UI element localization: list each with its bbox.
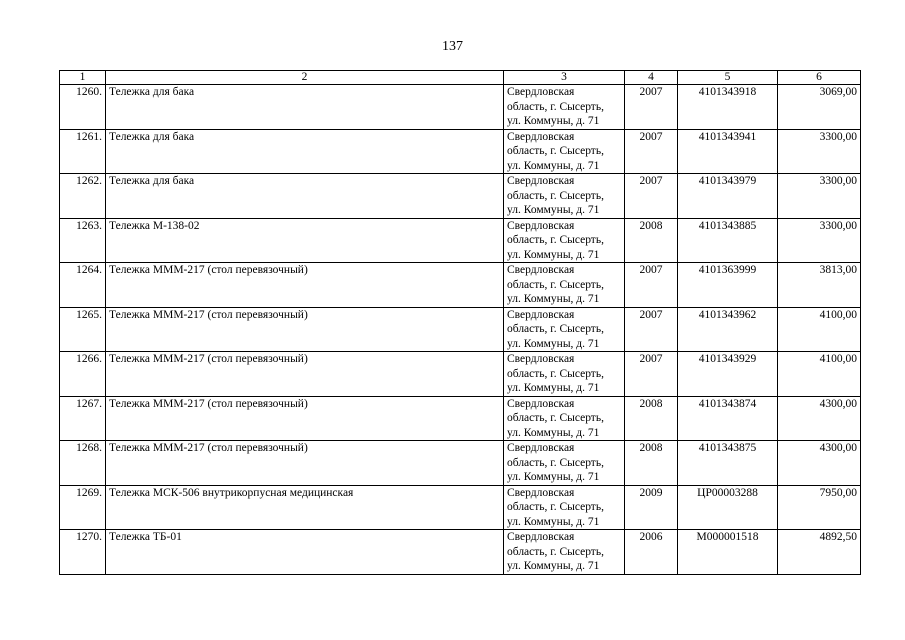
item-address-line: область, г. Сысерть,	[507, 278, 604, 291]
item-address-line: область, г. Сысерть,	[507, 145, 604, 157]
item-value-line: 3300,00	[819, 219, 857, 232]
item-year	[625, 485, 678, 530]
item-name-line: Тележка МММ-217 (стол перевязочный)	[109, 442, 308, 454]
inventory-number-line: 4101343874	[698, 397, 757, 410]
page-number: 137	[442, 39, 463, 54]
item-address-line: ул. Коммуны, д. 71	[507, 560, 600, 572]
inventory-number-line: 4101363999	[698, 264, 757, 276]
item-name-line: Тележка МММ-217 (стол перевязочный)	[109, 264, 308, 276]
item-value	[778, 218, 861, 263]
item-value-line: 3300,00	[819, 175, 857, 187]
item-address-line: Свердловская	[507, 486, 575, 499]
item-value-line: 4892,50	[819, 531, 857, 543]
row-number-line: 1269.	[76, 486, 102, 499]
item-name	[106, 307, 504, 352]
registry-table	[59, 70, 861, 575]
inventory-number	[678, 129, 778, 174]
column-header: 3	[504, 71, 625, 85]
item-year	[625, 307, 678, 352]
item-address	[504, 85, 625, 130]
item-value-line: 4300,00	[819, 397, 857, 410]
inventory-number	[678, 396, 778, 441]
row-number	[60, 396, 106, 441]
row-number	[60, 485, 106, 530]
item-address-line: область, г. Сысерть,	[507, 412, 604, 424]
item-address-line: Свердловская	[507, 397, 575, 410]
table-row	[60, 485, 861, 530]
row-number	[60, 530, 106, 575]
item-year	[625, 129, 678, 174]
item-address	[504, 174, 625, 219]
inventory-number-line: 4101343979	[698, 175, 757, 187]
item-value	[778, 396, 861, 441]
row-number-line: 1261.	[76, 130, 102, 143]
item-address	[504, 396, 625, 441]
row-number-line: 1267.	[76, 397, 102, 410]
item-year	[625, 85, 678, 130]
inventory-number	[678, 85, 778, 130]
item-value	[778, 129, 861, 174]
item-address-line: Свердловская	[507, 219, 575, 232]
item-name	[106, 129, 504, 174]
column-header: 2	[106, 71, 504, 85]
item-address-line: ул. Коммуны, д. 71	[507, 204, 600, 216]
item-address-line: Свердловская	[507, 308, 575, 321]
item-year-line: 2008	[639, 219, 663, 232]
item-address-line: ул. Коммуны, д. 71	[507, 337, 600, 350]
item-name-line: Тележка для бака	[109, 175, 195, 187]
row-number	[60, 263, 106, 308]
item-value-line: 3300,00	[819, 130, 857, 143]
row-number-line: 1265.	[76, 308, 102, 321]
item-name-line: Тележка для бака	[109, 86, 195, 98]
item-address-line: Свердловская	[507, 442, 575, 454]
row-number-line: 1264.	[76, 264, 102, 276]
inventory-number	[678, 530, 778, 575]
item-address	[504, 129, 625, 174]
item-address-line: область, г. Сысерть,	[507, 456, 604, 469]
item-value	[778, 263, 861, 308]
inventory-number	[678, 307, 778, 352]
item-address-line: область, г. Сысерть,	[507, 367, 604, 380]
table-row	[60, 530, 861, 575]
item-year-line: 2007	[639, 264, 663, 276]
item-year	[625, 530, 678, 575]
item-address-line: Свердловская	[507, 264, 575, 276]
item-address-line: область, г. Сысерть,	[507, 501, 604, 513]
column-header: 5	[678, 71, 778, 85]
header-row	[60, 71, 861, 85]
item-value-line: 4300,00	[819, 442, 857, 454]
item-address-line: ул. Коммуны, д. 71	[507, 159, 600, 172]
row-number	[60, 85, 106, 130]
item-name	[106, 352, 504, 397]
inventory-number-line: ЦР00003288	[697, 486, 758, 499]
item-address-line: область, г. Сысерть,	[507, 100, 604, 113]
item-value	[778, 530, 861, 575]
item-address-line: область, г. Сысерть,	[507, 189, 604, 202]
item-value-line: 4100,00	[819, 353, 857, 365]
inventory-number-line: М000001518	[696, 531, 759, 543]
inventory-number-line: 4101343875	[698, 442, 757, 454]
item-name-line: Тележка МММ-217 (стол перевязочный)	[109, 308, 308, 321]
item-value-line: 3813,00	[819, 264, 857, 276]
item-address	[504, 218, 625, 263]
table-row	[60, 263, 861, 308]
item-address-line: Свердловская	[507, 86, 575, 98]
item-year	[625, 441, 678, 486]
item-address-line: область, г. Сысерть,	[507, 323, 604, 335]
item-address-line: Свердловская	[507, 531, 575, 543]
row-number-line: 1262.	[76, 175, 102, 187]
item-value	[778, 174, 861, 219]
item-year	[625, 352, 678, 397]
table-row	[60, 85, 861, 130]
item-name	[106, 441, 504, 486]
item-value	[778, 441, 861, 486]
item-address-line: ул. Коммуны, д. 71	[507, 515, 600, 528]
table-row	[60, 174, 861, 219]
item-value	[778, 352, 861, 397]
row-number	[60, 129, 106, 174]
item-name-line: Тележка для бака	[109, 130, 195, 143]
item-address-line: ул. Коммуны, д. 71	[507, 293, 600, 305]
inventory-number-line: 4101343929	[698, 353, 757, 365]
inventory-number-line: 4101343918	[698, 86, 757, 98]
inventory-number	[678, 174, 778, 219]
item-address-line: ул. Коммуны, д. 71	[507, 471, 600, 483]
item-year-line: 2007	[639, 86, 663, 98]
row-number-line: 1270.	[76, 531, 102, 543]
item-name	[106, 263, 504, 308]
item-value-line: 7950,00	[819, 486, 857, 499]
item-address-line: Свердловская	[507, 130, 575, 143]
item-value-line: 3069,00	[819, 86, 857, 98]
item-name-line: Тележка ТБ-01	[109, 531, 182, 543]
inventory-number	[678, 485, 778, 530]
item-name-line: Тележка МММ-217 (стол перевязочный)	[109, 353, 308, 365]
column-header: 1	[60, 71, 106, 85]
item-year-line: 2007	[639, 308, 663, 321]
row-number	[60, 441, 106, 486]
item-address-line: область, г. Сысерть,	[507, 234, 604, 246]
item-year-line: 2007	[639, 130, 663, 143]
item-address-line: область, г. Сысерть,	[507, 545, 604, 558]
column-header: 4	[625, 71, 678, 85]
item-name	[106, 530, 504, 575]
row-number	[60, 307, 106, 352]
item-name	[106, 396, 504, 441]
item-year-line: 2006	[639, 531, 663, 543]
row-number-line: 1260.	[76, 86, 102, 98]
row-number	[60, 218, 106, 263]
item-address	[504, 441, 625, 486]
table-row	[60, 441, 861, 486]
item-year	[625, 218, 678, 263]
table-row	[60, 396, 861, 441]
item-value	[778, 485, 861, 530]
item-name	[106, 485, 504, 530]
item-address-line: ул. Коммуны, д. 71	[507, 115, 600, 127]
item-year-line: 2007	[639, 175, 663, 187]
item-year	[625, 263, 678, 308]
row-number	[60, 174, 106, 219]
item-address	[504, 530, 625, 575]
item-name-line: Тележка МСК-506 внутрикорпусная медицинская	[109, 486, 354, 499]
item-address-line: Свердловская	[507, 353, 575, 365]
item-name	[106, 85, 504, 130]
item-year-line: 2008	[639, 442, 663, 454]
column-header: 6	[778, 71, 861, 85]
item-address-line: ул. Коммуны, д. 71	[507, 382, 600, 394]
item-year-line: 2008	[639, 397, 663, 410]
inventory-number	[678, 441, 778, 486]
item-name	[106, 218, 504, 263]
item-address-line: ул. Коммуны, д. 71	[507, 248, 600, 261]
inventory-number	[678, 352, 778, 397]
item-year	[625, 396, 678, 441]
inventory-number	[678, 263, 778, 308]
inventory-number-line: 4101343885	[698, 219, 757, 232]
item-value	[778, 307, 861, 352]
item-address-line: Свердловская	[507, 175, 575, 187]
item-value	[778, 85, 861, 130]
row-number-line: 1266.	[76, 353, 102, 365]
item-year-line: 2009	[639, 486, 663, 499]
item-year-line: 2007	[639, 353, 663, 365]
row-number-line: 1268.	[76, 442, 102, 454]
inventory-number-line: 4101343962	[698, 308, 757, 321]
item-address	[504, 485, 625, 530]
table-row	[60, 352, 861, 397]
item-value-line: 4100,00	[819, 308, 857, 321]
row-number	[60, 352, 106, 397]
item-address	[504, 263, 625, 308]
table-row	[60, 307, 861, 352]
item-name	[106, 174, 504, 219]
item-address-line: ул. Коммуны, д. 71	[507, 426, 600, 439]
table-row	[60, 218, 861, 263]
item-address	[504, 307, 625, 352]
item-address	[504, 352, 625, 397]
row-number-line: 1263.	[76, 219, 102, 232]
inventory-number-line: 4101343941	[698, 130, 757, 143]
item-name-line: Тележка М-138-02	[109, 219, 200, 232]
item-name-line: Тележка МММ-217 (стол перевязочный)	[109, 397, 308, 410]
table-row	[60, 129, 861, 174]
item-year	[625, 174, 678, 219]
inventory-number	[678, 218, 778, 263]
